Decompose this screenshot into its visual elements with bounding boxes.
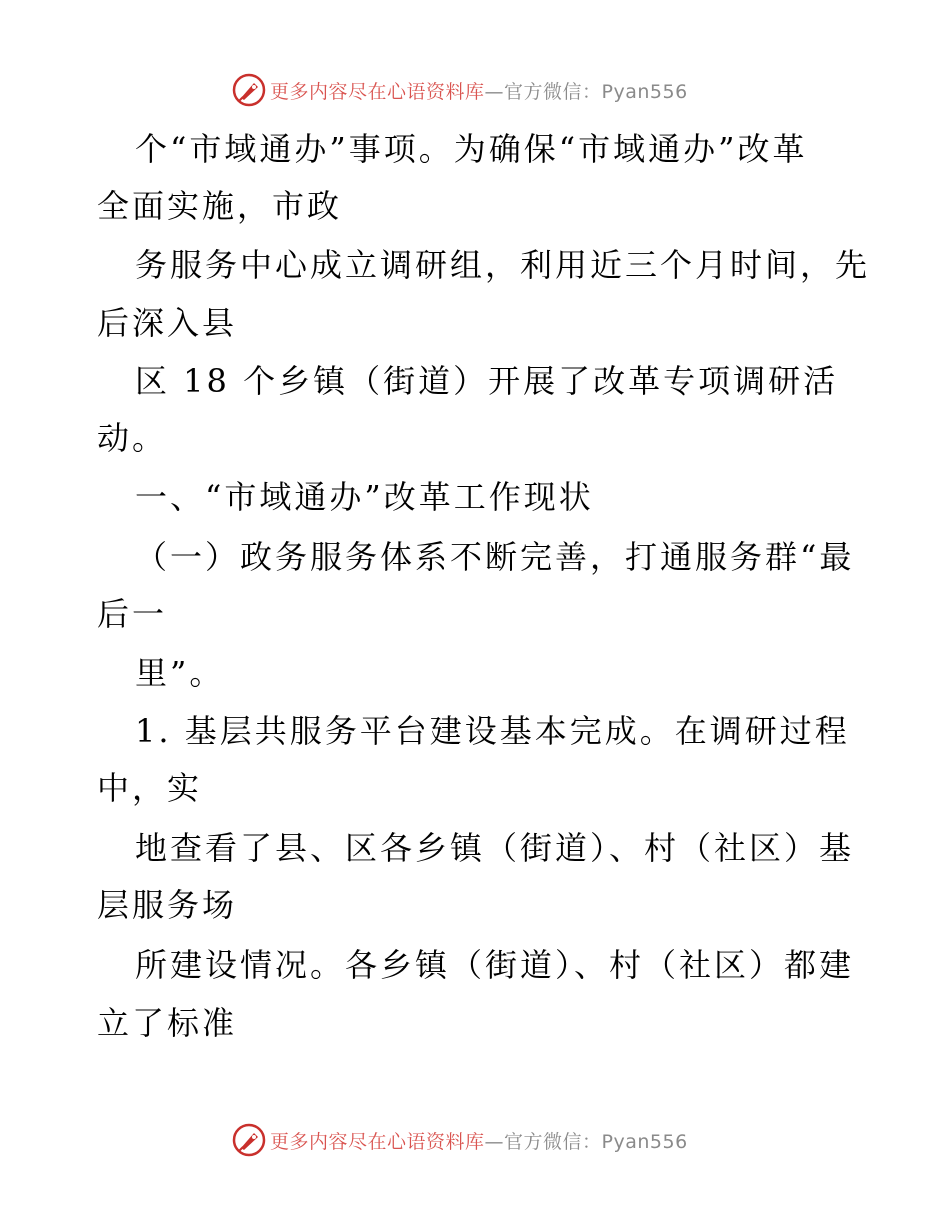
text-line: 1. 基层共服务平台建设基本完成。在调研过程 [135,712,850,750]
watermark-brand-text: 更多内容尽在心语资料库 [270,1130,485,1153]
watermark-contact-text: —官方微信：Pyan556 [484,1130,688,1153]
text-line: 中，实 [97,769,203,807]
header-watermark [232,72,712,108]
text-line: 层服务场 [97,886,238,924]
footer-watermark [232,1122,712,1158]
text-line: 个“市域通办”事项。为确保“市域通办”改革 [135,130,808,168]
section-heading: 一、“市域通办”改革工作现状 [135,478,594,516]
text-line: 全面实施，市政 [97,187,343,225]
text-line: 动。 [97,419,168,457]
text-line: 后一 [97,595,168,633]
text-line: 区 18 个乡镇（街道）开展了改革专项调研活 [135,362,839,400]
pen-nib-logo-icon [232,1123,266,1157]
watermark-contact-text: —官方微信：Pyan556 [484,80,688,103]
text-line: 所建设情况。各乡镇（街道）、村（社区）都建 [135,946,855,984]
text-line: 立了标准 [97,1004,238,1042]
text-line: 里”。 [135,654,225,692]
text-line: 后深入县 [97,304,238,342]
subsection-heading: （一）政务服务体系不断完善，打通服务群“最 [135,538,855,576]
text-line: 地查看了县、区各乡镇（街道）、村（社区）基 [135,829,855,867]
pen-nib-logo-icon [232,73,266,107]
watermark-brand-text: 更多内容尽在心语资料库 [270,80,485,103]
text-line: 务服务中心成立调研组，利用近三个月时间，先 [135,246,871,284]
